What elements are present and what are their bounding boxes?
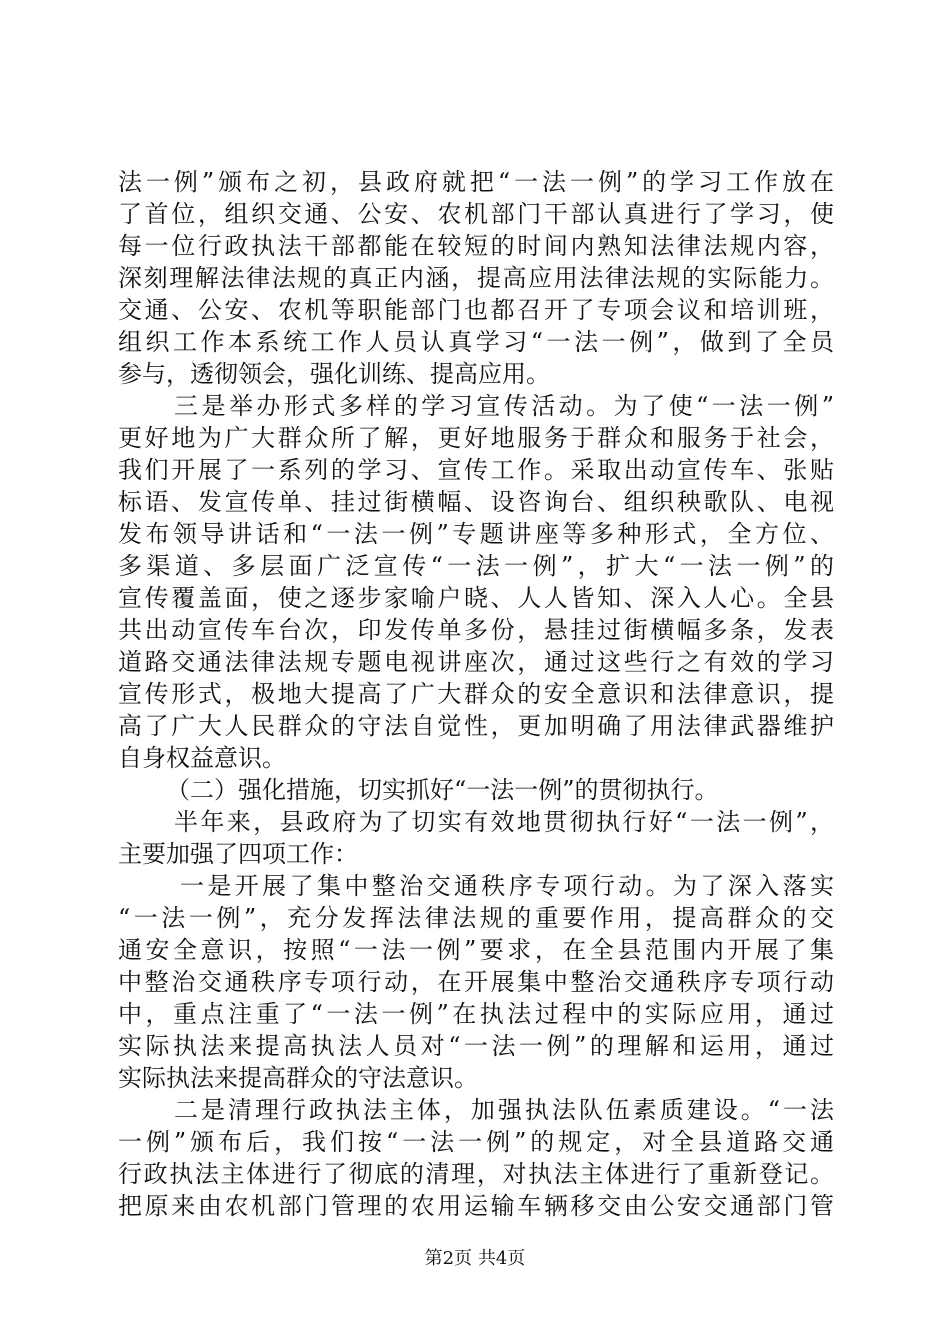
text-line: 三是举办形式多样的学习宣传活动。为了使“一法一例”	[174, 392, 834, 420]
text-line: 实际执法来提高执法人员对“一法一例”的理解和运用，通过	[118, 1032, 834, 1060]
text-line: 主要加强了四项工作：	[118, 840, 358, 868]
text-line: 行政执法主体进行了彻底的清理，对执法主体进行了重新登记。	[118, 1160, 834, 1188]
text-line: 法一例”颁布之初，县政府就把“一法一例”的学习工作放在	[118, 168, 834, 196]
text-line: 交通、公安、农机等职能部门也都召开了专项会议和培训班，	[118, 296, 834, 324]
text-line: 标语、发宣传单、挂过街横幅、设咨询台、组织秧歌队、电视	[118, 488, 834, 516]
text-line: 一例”颁布后，我们按“一法一例”的规定，对全县道路交通	[118, 1128, 834, 1156]
text-line: 深刻理解法律法规的真正内涵，提高应用法律法规的实际能力。	[118, 264, 834, 292]
text-line: 组织工作本系统工作人员认真学习“一法一例”，做到了全员	[118, 328, 834, 356]
text-line: 通安全意识，按照“一法一例”要求，在全县范围内开展了集	[118, 936, 834, 964]
text-line: 宣传覆盖面，使之逐步家喻户晓、人人皆知、深入人心。全县	[118, 584, 834, 612]
text-line: 一是开展了集中整治交通秩序专项行动。为了深入落实	[180, 872, 834, 900]
text-line: 道路交通法律法规专题电视讲座次，通过这些行之有效的学习	[118, 648, 834, 676]
text-line: 自身权益意识。	[118, 744, 286, 772]
text-line: （二）强化措施，切实抓好“一法一例”的贯彻执行。	[166, 776, 719, 804]
text-line: 共出动宣传车台次，印发传单多份，悬挂过街横幅多条，发表	[118, 616, 834, 644]
text-line: 半年来，县政府为了切实有效地贯彻执行好“一法一例”，	[174, 808, 834, 836]
text-line: 中，重点注重了“一法一例”在执法过程中的实际应用，通过	[118, 1000, 834, 1028]
text-line: 宣传形式，极地大提高了广大群众的安全意识和法律意识，提	[118, 680, 834, 708]
text-line: 高了广大人民群众的守法自觉性，更加明确了用法律武器维护	[118, 712, 834, 740]
text-line: 二是清理行政执法主体，加强执法队伍素质建设。“一法	[174, 1096, 834, 1124]
text-line: 了首位，组织交通、公安、农机部门干部认真进行了学习，使	[118, 200, 834, 228]
text-line: 参与，透彻领会，强化训练、提高应用。	[118, 360, 550, 388]
text-line: 更好地为广大群众所了解，更好地服务于群众和服务于社会，	[118, 424, 834, 452]
text-line: 发布领导讲话和“一法一例”专题讲座等多种形式，全方位、	[118, 520, 834, 548]
text-line: “一法一例”，充分发挥法律法规的重要作用，提高群众的交	[118, 904, 834, 932]
text-line: 中整治交通秩序专项行动，在开展集中整治交通秩序专项行动	[118, 968, 834, 996]
page-footer: 第2页 共4页	[424, 1248, 526, 1269]
text-line: 我们开展了一系列的学习、宣传工作。采取出动宣传车、张贴	[118, 456, 834, 484]
document-body	[118, 166, 834, 1222]
text-line: 多渠道、多层面广泛宣传“一法一例”，扩大“一法一例”的	[118, 552, 834, 580]
text-line: 实际执法来提高群众的守法意识。	[118, 1064, 478, 1092]
text-line: 每一位行政执法干部都能在较短的时间内熟知法律法规内容，	[118, 232, 834, 260]
text-line: 把原来由农机部门管理的农用运输车辆移交由公安交通部门管	[118, 1192, 834, 1220]
